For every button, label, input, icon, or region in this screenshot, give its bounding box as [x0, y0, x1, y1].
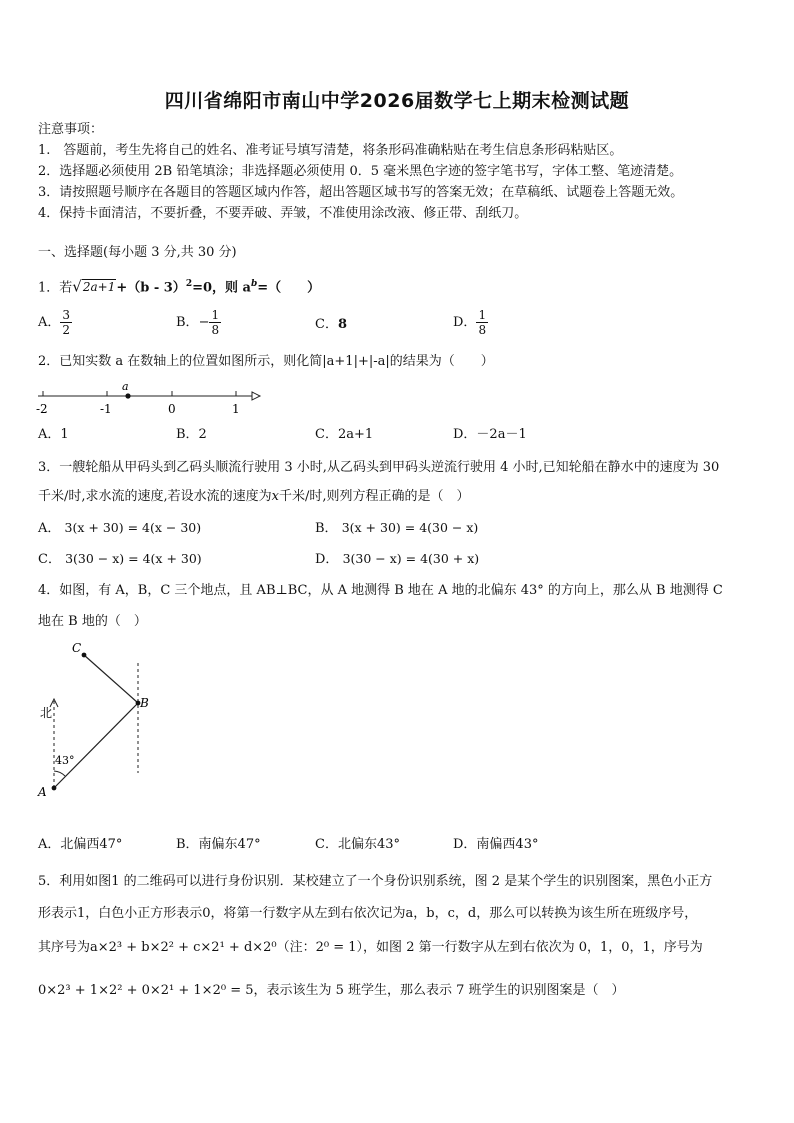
question-1 — [38, 275, 320, 297]
q1-option-a: A． $\frac{3}{2}$ — [38, 308, 71, 337]
q2-option-a: A．1 — [38, 427, 69, 442]
q1-radicand: 2a+1 — [82, 280, 116, 295]
question-2: 2．已知实数 a 在数轴上的位置如图所示，则化简|a+1|+|-a|的结果为（ ） — [38, 354, 494, 369]
notice-item-4: 4．保持卡面清洁，不要折叠，不要弄破、弄皱，不准使用涂改液、修正带、刮纸刀。 — [38, 206, 528, 221]
sqrt-sign: √ — [72, 277, 82, 296]
question-5-line-4: 0×2³ + 1×2² + 0×2¹ + 1×2⁰ = 5，表示该生为 5 班学生，那么表示 7 班学生的识别图案是（ ） — [38, 983, 625, 998]
q4-option-d: D．南偏西43° — [453, 837, 539, 852]
notice-heading: 注意事项： — [38, 122, 104, 137]
point-a — [125, 393, 130, 398]
fraction: $\frac{1}{8}$ — [211, 308, 220, 337]
q3-option-a: A． 3(x + 30) = 4(x − 30) — [38, 520, 202, 536]
question-4-line-1: 4．如图，有 A，B，C 三个地点，且 AB⊥BC，从 A 地测得 B 地在 A 地的北偏东 43° 的方向上，那么从 B 地测得 C — [38, 583, 723, 598]
tick-label: -2 — [36, 402, 48, 416]
q1-sup2: b — [250, 279, 258, 289]
tick-label: -1 — [100, 402, 112, 416]
angle-label: 43° — [55, 754, 75, 767]
question-4-line-2: 地在 B 地的（ ） — [38, 614, 147, 629]
notice-item-3: 3．请按照题号顺序在各题目的答题区域内作答，超出答题区域书写的答案无效；在草稿纸、试题卷上答题无效。 — [38, 185, 684, 200]
notice-item-1: 1. 答题前，考生先将自己的姓名、准考证号填写清楚，将条形码准确粘贴在考生信息条形码粘贴区。 — [38, 143, 623, 158]
q1-option-c: C．8 — [315, 317, 347, 332]
notice-item-2: 2．选择题必须使用 2B 铅笔填涂；非选择题必须使用 0．5 毫米黑色字迹的签字笔书写，字体工整、笔迹清楚。 — [38, 164, 683, 179]
north-label: 北 — [40, 706, 53, 720]
q1-option-b: B．− $\frac{1}{8}$ — [176, 308, 220, 337]
fraction: $\frac{3}{2}$ — [62, 308, 71, 337]
segment-ab — [54, 703, 138, 788]
q2-option-c: C．2a+1 — [315, 427, 374, 442]
q2-option-d: D．－2a－1 — [453, 427, 527, 442]
question-5-line-3: 其序号为a×2³ + b×2² + c×2¹ + d×2⁰（注：2⁰ = 1），如图 2 第一行数字从左到右依次为 0，1，0，1，序号为 — [38, 940, 703, 955]
arrow-right-icon — [252, 392, 260, 400]
q4-option-b: B．南偏东47° — [176, 837, 261, 852]
page-title: 四川省绵阳市南山中学2026届数学七上期末检测试题 — [164, 90, 630, 112]
fraction: $\frac{1}{8}$ — [478, 308, 487, 337]
point-a-label: a — [122, 380, 129, 393]
q3-option-c: C． 3(30 − x) = 4(x + 30) — [38, 551, 202, 567]
q1-option-d: D． $\frac{1}{8}$ — [453, 308, 487, 337]
q2-option-b: B．2 — [176, 427, 207, 442]
section-heading: 一、选择题(每小题 3 分,共 30 分) — [38, 245, 237, 260]
q1-prefix: 1．若 — [38, 280, 73, 296]
label-b: B — [140, 696, 149, 710]
label-c: C — [72, 641, 82, 655]
question-3-line-1: 3．一艘轮船从甲码头到乙码头顺流行驶用 3 小时,从乙码头到甲码头逆流行驶用 4 小时,已知轮船在静水中的速度为 30 — [38, 460, 720, 475]
q3-option-b: B． 3(x + 30) = 4(30 − x) — [315, 520, 479, 536]
q1-tail: =0，则 a — [192, 280, 251, 296]
number-line-figure — [30, 380, 270, 418]
angle-arc — [54, 771, 65, 776]
label-a: A — [38, 785, 47, 799]
point-c — [82, 653, 87, 658]
segment-bc — [84, 655, 138, 703]
question-5-line-2: 形表示1，白色小正方形表示0，将第一行数字从左到右依次记为a，b，c，d，那么可以转换为该生所在班级序号， — [38, 906, 698, 921]
q1-end: =（ ） — [257, 280, 321, 296]
tick-label: 0 — [168, 402, 176, 416]
point-a — [52, 786, 57, 791]
direction-figure — [30, 635, 160, 805]
q1-sup: 2 — [185, 279, 193, 289]
q3-option-d: D． 3(30 − x) = 4(30 + x) — [315, 551, 480, 567]
q1-mid: +（b - 3） — [116, 280, 186, 296]
q4-option-c: C．北偏东43° — [315, 837, 400, 852]
question-5-line-1: 5．利用如图1 的二维码可以进行身份识别．某校建立了一个身份识别系统，图 2 是某个学生的识别图案，黑色小正方 — [38, 874, 713, 889]
q4-option-a: A．北偏西47° — [38, 837, 123, 852]
question-3-line-2: 千米/时,求水流的速度,若设水流的速度为x千米/时,则列方程正确的是（ ） — [38, 489, 470, 504]
tick-label: 1 — [232, 402, 240, 416]
